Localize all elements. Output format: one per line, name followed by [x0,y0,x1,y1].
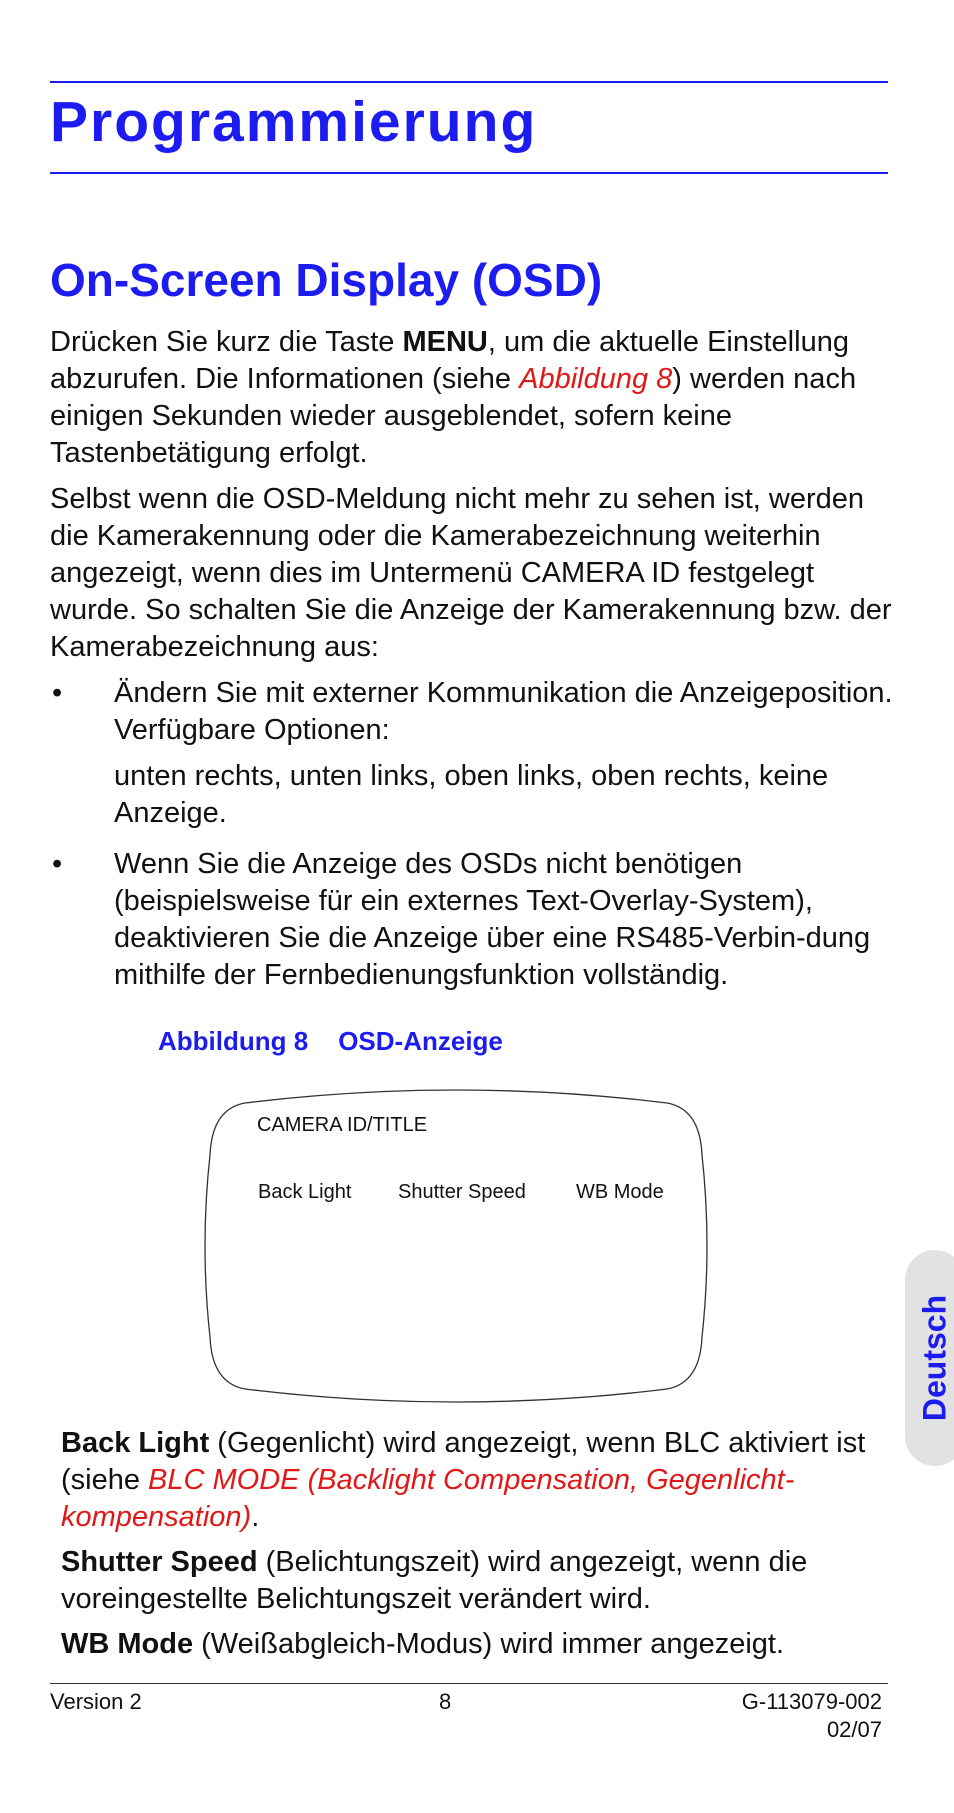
blc-mode-link[interactable]: BLC MODE (Backlight Compensation, Gegenlicht-kompensation) [61,1464,795,1533]
header-bottom-rule [50,172,888,174]
list-item [50,846,900,994]
backlight-description: Back Light (Gegenlicht) wird angezeigt, wenn BLC aktiviert ist (siehe BLC MODE (Backlight Compensation, Gegenlicht-kompensation). [61,1427,866,1533]
bullet-text: Ändern Sie mit externer Kommunikation die Anzeigeposition. Verfügbare Optionen: [114,677,893,746]
figure-caption [158,1024,503,1058]
shutter-description: Shutter Speed (Belichtungszeit) wird angezeigt, wenn die voreingestellte Belichtungszeit verändert wird. [61,1546,808,1615]
list-item [50,675,900,832]
bullet-icon: • [52,677,63,709]
section-title: On-Screen Display (OSD) [50,254,603,306]
footer-version: Version 2 [50,1689,142,1714]
figure-number: Abbildung 8 [158,1026,309,1056]
footer-page-number: 8 [439,1689,452,1714]
footer-rule [50,1683,888,1684]
osd-wb-mode-label: WB Mode [576,1181,664,1203]
camera-id-paragraph: Selbst wenn die OSD-Meldung nicht mehr zu sehen ist, werden die Kamerakennung oder die Kamerabezeichnung weiterhin angezeigt, wenn dies im Untermenü CAMERA ID festgelegt wurde. So schalten Sie die Anzeige der Kamerakennung bzw. der Kamerabezeichnung aus: [50,483,892,663]
osd-camera-id-label: CAMERA ID/TITLE [257,1114,428,1136]
language-tab-label: Deutsch [916,1294,953,1422]
osd-screen-figure [200,1085,712,1407]
main-text [50,324,900,1008]
bullet-icon: • [52,848,63,880]
footer-doc-number: G-113079-002 [741,1689,882,1714]
chapter-title: Programmierung [50,90,538,154]
language-tab[interactable] [905,1250,954,1466]
bullet-subtext: unten rechts, unten links, oben links, oben rechts, keine Anzeige. [114,760,829,829]
figure-reference-link[interactable]: Abbildung 8 [519,363,673,395]
bullet-text: Wenn Sie die Anzeige des OSDs nicht benötigen (beispielsweise für ein externes Text-Overlay-System), deaktivieren Sie die Anzeige über eine RS485-Verbin-dung mithilfe der Fernbedienungsfunktion vollständig. [114,848,871,991]
intro-paragraph: Drücken Sie kurz die Taste MENU, um die aktuelle Einstellung abzurufen. Die Informationen (siehe Abbildung 8) werden nach einigen Sekunden wieder ausgeblendet, sofern keine Tastenbetätigung erfolgt. [50,326,857,469]
bullet-list [50,675,900,994]
osd-shutter-speed-label: Shutter Speed [398,1181,526,1203]
menu-key: MENU [402,326,488,358]
osd-backlight-label: Back Light [258,1181,352,1203]
wb-mode-description: WB Mode (Weißabgleich-Modus) wird immer angezeigt. [61,1628,785,1660]
figure-title: OSD-Anzeige [338,1026,503,1056]
footer-date: 02/07 [826,1717,882,1742]
header-top-rule [50,81,888,83]
osd-item-descriptions [61,1425,901,1671]
